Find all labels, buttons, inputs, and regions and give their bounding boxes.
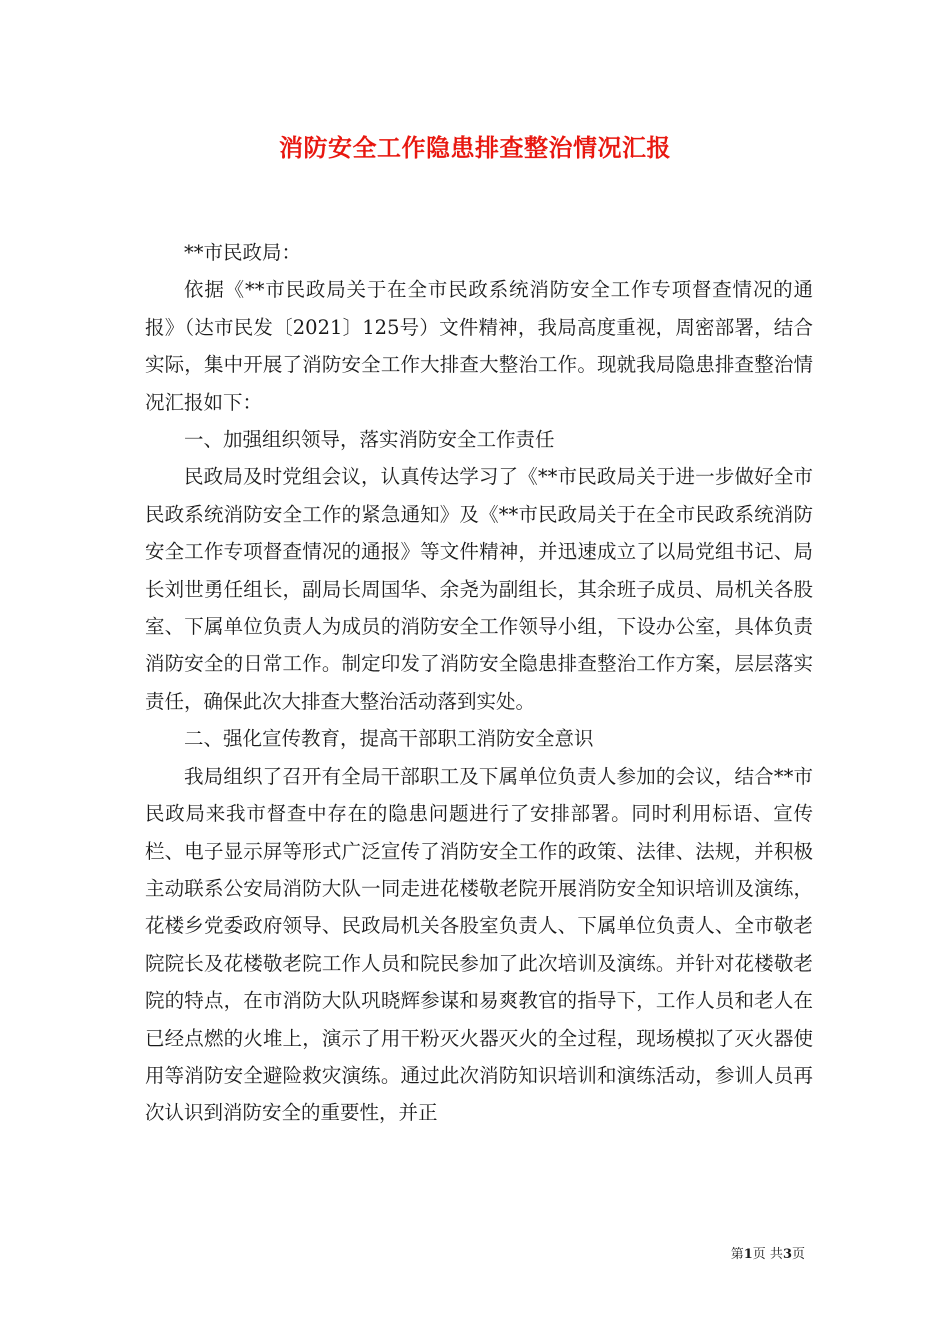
page-number-footer bbox=[731, 1246, 805, 1264]
document-body bbox=[145, 234, 813, 1132]
section-body-2: 我局组织了召开有全局干部职工及下属单位负责人参加的会议，结合**市民政局来我市督查中存在的隐患问题进行了安排部署。同时利用标语、宣传栏、电子显示屏等形式广泛宣传了消防安全工作的政策、法律、法规，并积极主动联系公安局消防大队一同走进花楼敬老院开展消防安全知识培训及演练，花楼乡党委政府领导、民政局机关各股室负责人、下属单位负责人、全市敬老院院长及花楼敬老院工作人员和院民参加了此次培训及演练。并针对花楼敬老院的特点，在市消防大队巩晓辉参谋和易爽教官的指导下，工作人员和老人在已经点燃的火堆上，演示了用干粉灭火器灭火的全过程，现场模拟了灭火器使用等消防安全避险救灾演练。通过此次消防知识培训和演练活动，参训人员再次认识到消防安全的重要性，并正 bbox=[145, 764, 813, 1125]
footer-prefix: 第 bbox=[730, 1247, 744, 1262]
total-page-number: 3 bbox=[782, 1247, 792, 1262]
document-title: 消防安全工作隐患排查整治情况汇报 bbox=[279, 133, 671, 162]
section-body-1: 民政局及时党组会议，认真传达学习了《**市民政局关于进一步做好全市民政系统消防安全工作的紧急通知》及《**市民政局关于在全市民政系统消防安全工作专项督查情况的通报》等文件精神，并迅速成立了以局党组书记、局长刘世勇任组长，副局长周国华、余尧为副组长，其余班子成员、局机关各股室、下属单位负责人为成员的消防安全工作领导小组，下设办公室，具体负责消防安全的日常工作。制定印发了消防安全隐患排查整治工作方案，层层落实责任，确保此次大排查大整治活动落到实处。 bbox=[145, 465, 813, 713]
footer-suffix: 页 bbox=[791, 1247, 805, 1262]
footer-middle: 页 共 bbox=[752, 1247, 783, 1262]
salutation: **市民政局： bbox=[184, 241, 302, 264]
current-page-number: 1 bbox=[743, 1247, 753, 1262]
section-heading-1: 一、加强组织领导，落实消防安全工作责任 bbox=[184, 428, 555, 452]
intro-paragraph: 依据《**市民政局关于在全市民政系统消防安全工作专项督查情况的通报》（达市民发〔2021〕125号）文件精神，我局高度重视，周密部署，结合实际，集中开展了消防安全工作大排查大整治工作。现就我局隐患排查整治情况汇报如下： bbox=[145, 278, 813, 414]
section-heading-2: 二、强化宣传教育，提高干部职工消防安全意识 bbox=[184, 727, 594, 751]
